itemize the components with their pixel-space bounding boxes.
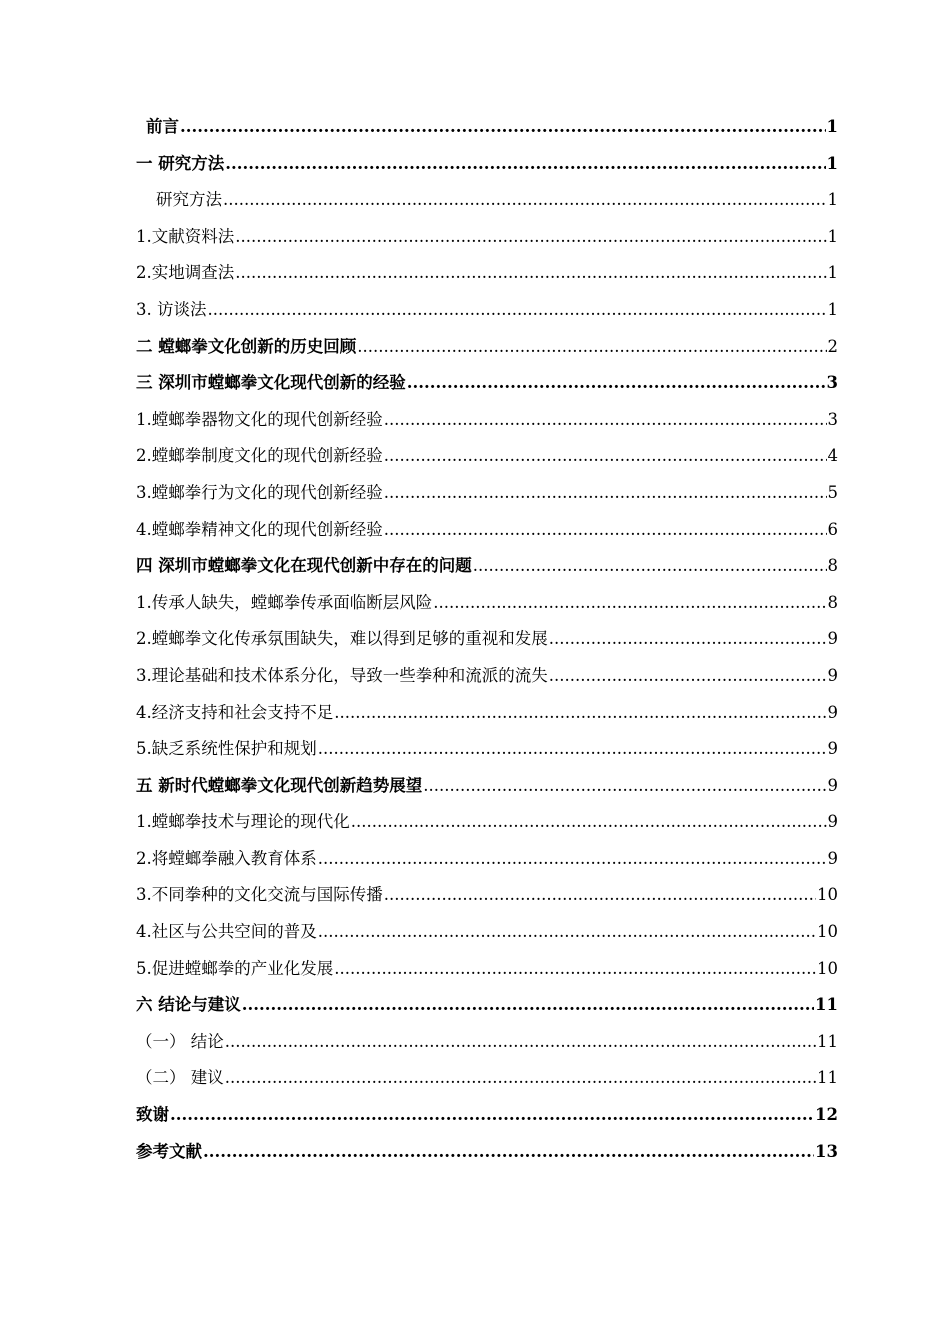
dot-leader <box>351 804 827 841</box>
toc-entry[interactable] <box>136 109 838 146</box>
toc-entry[interactable] <box>136 475 838 512</box>
toc-entry-page: 8 <box>827 592 838 612</box>
dot-leader <box>549 658 827 695</box>
dot-leader <box>170 1097 814 1134</box>
toc-entry-title: 1.螳螂拳技术与理论的现代化 <box>136 812 350 832</box>
toc-entry[interactable] <box>136 1024 838 1061</box>
toc-entry-title: 1.文献资料法 <box>136 226 235 246</box>
toc-entry-page: 3 <box>826 373 838 393</box>
toc-entry-title: 3.螳螂拳行为文化的现代创新经验 <box>136 482 383 502</box>
dot-leader <box>318 841 827 878</box>
toc-entry[interactable] <box>136 695 838 732</box>
dot-leader <box>384 402 827 439</box>
toc-entry-title: 一 研究方法 <box>136 153 225 173</box>
toc-entry-page: 9 <box>827 665 838 685</box>
toc-entry[interactable] <box>136 658 838 695</box>
toc-entry-title: 四 深圳市螳螂拳文化在现代创新中存在的问题 <box>136 556 472 576</box>
dot-leader <box>208 292 827 329</box>
toc-entry-title: 3.理论基础和技术体系分化，导致一些拳种和流派的流失 <box>136 665 548 685</box>
dot-leader <box>357 329 826 366</box>
toc-entry-title: 3.不同拳种的文化交流与国际传播 <box>136 885 383 905</box>
toc-entry[interactable] <box>136 548 838 585</box>
toc-entry[interactable] <box>136 1060 838 1097</box>
toc-entry[interactable] <box>136 1097 838 1134</box>
dot-leader <box>225 1060 816 1097</box>
toc-entry-page: 11 <box>817 1031 838 1051</box>
toc-entry[interactable] <box>136 255 838 292</box>
toc-entry-page: 10 <box>817 922 838 942</box>
toc-entry-title: 4.社区与公共空间的普及 <box>136 922 317 942</box>
toc-entry-page: 2 <box>827 336 838 356</box>
toc-entry-title: 5.缺乏系统性保护和规划 <box>136 739 317 759</box>
toc-entry-title: 2.螳螂拳制度文化的现代创新经验 <box>136 446 383 466</box>
toc-entry[interactable] <box>136 1134 838 1171</box>
dot-leader <box>242 987 814 1024</box>
toc-entry-page: 3 <box>827 409 838 429</box>
dot-leader <box>203 1134 814 1171</box>
toc-entry-title: 4.经济支持和社会支持不足 <box>136 702 334 722</box>
toc-entry[interactable] <box>136 292 838 329</box>
toc-entry[interactable] <box>136 438 838 475</box>
toc-entry-page: 8 <box>827 556 838 576</box>
toc-entry-page: 9 <box>827 848 838 868</box>
toc-entry[interactable] <box>136 585 838 622</box>
toc-entry[interactable] <box>136 731 838 768</box>
toc-entry[interactable] <box>136 329 838 366</box>
toc-entry-title: 1.螳螂拳器物文化的现代创新经验 <box>136 409 383 429</box>
toc-entry-page: 9 <box>827 775 838 795</box>
toc-entry-title: （二） 建议 <box>136 1068 224 1088</box>
toc-entry-page: 5 <box>827 482 838 502</box>
toc-entry[interactable] <box>136 987 838 1024</box>
toc-entry-title: 2.将螳螂拳融入教育体系 <box>136 848 317 868</box>
toc-entry[interactable] <box>136 146 838 183</box>
toc-entry-page: 9 <box>827 812 838 832</box>
dot-leader <box>549 621 827 658</box>
toc-entry-title: 研究方法 <box>156 190 222 210</box>
toc-entry-title: （一） 结论 <box>136 1031 224 1051</box>
dot-leader <box>407 365 826 402</box>
toc-entry-page: 1 <box>827 226 838 246</box>
dot-leader <box>433 585 826 622</box>
toc-entry-title: 1.传承人缺失，螳螂拳传承面临断层风险 <box>136 592 433 612</box>
toc-entry[interactable] <box>136 841 838 878</box>
dot-leader <box>334 951 816 988</box>
toc-entry-page: 1 <box>826 117 838 136</box>
toc-entry-page: 13 <box>815 1141 838 1161</box>
dot-leader <box>384 512 827 549</box>
toc-entry-page: 11 <box>817 1068 838 1088</box>
dot-leader <box>318 914 816 951</box>
toc-entry-title: 2.实地调查法 <box>136 263 235 283</box>
dot-leader <box>473 548 827 585</box>
toc-entry[interactable] <box>136 877 838 914</box>
toc-entry-page: 10 <box>817 958 838 978</box>
toc-entry[interactable] <box>136 804 838 841</box>
dot-leader <box>225 146 825 183</box>
toc-entry[interactable] <box>136 365 838 402</box>
toc-entry[interactable] <box>136 512 838 549</box>
toc-entry-page: 1 <box>827 190 838 210</box>
dot-leader <box>384 475 827 512</box>
dot-leader <box>235 219 826 256</box>
toc-entry-page: 9 <box>827 629 838 649</box>
toc-entry-page: 1 <box>827 299 838 319</box>
toc-entry-page: 12 <box>815 1105 838 1125</box>
dot-leader <box>225 1024 816 1061</box>
toc-entry[interactable] <box>136 951 838 988</box>
toc-entry[interactable] <box>136 182 838 219</box>
dot-leader <box>334 695 826 732</box>
toc-entry[interactable] <box>136 402 838 439</box>
dot-leader <box>384 438 827 475</box>
toc-entry[interactable] <box>136 219 838 256</box>
toc-entry-title: 致谢 <box>136 1105 169 1125</box>
toc-entry[interactable] <box>136 768 838 805</box>
dot-leader <box>235 255 826 292</box>
dot-leader <box>318 731 827 768</box>
dot-leader <box>423 768 826 805</box>
toc-entry-title: 参考文献 <box>136 1141 202 1161</box>
dot-leader <box>384 877 816 914</box>
toc-entry-page: 4 <box>827 446 838 466</box>
toc-entry-page: 11 <box>815 995 838 1015</box>
table-of-contents <box>136 109 838 1170</box>
toc-entry-page: 9 <box>827 702 838 722</box>
toc-entry-title: 3. 访谈法 <box>136 299 207 319</box>
toc-entry-page: 1 <box>827 263 838 283</box>
toc-entry-page: 6 <box>827 519 838 539</box>
toc-entry-title: 前言 <box>146 117 179 136</box>
dot-leader <box>223 182 827 219</box>
toc-entry-title: 4.螳螂拳精神文化的现代创新经验 <box>136 519 383 539</box>
toc-entry[interactable] <box>136 914 838 951</box>
toc-entry-page: 10 <box>817 885 838 905</box>
toc-entry-page: 1 <box>826 153 838 173</box>
toc-entry-title: 三 深圳市螳螂拳文化现代创新的经验 <box>136 373 406 393</box>
toc-entry-title: 二 螳螂拳文化创新的历史回顾 <box>136 336 357 356</box>
toc-entry-title: 2.螳螂拳文化传承氛围缺失，难以得到足够的重视和发展 <box>136 629 548 649</box>
toc-entry-title: 六 结论与建议 <box>136 995 241 1015</box>
toc-entry-page: 9 <box>827 739 838 759</box>
dot-leader <box>180 109 826 146</box>
toc-entry-title: 5.促进螳螂拳的产业化发展 <box>136 958 334 978</box>
toc-entry[interactable] <box>136 621 838 658</box>
toc-entry-title: 五 新时代螳螂拳文化现代创新趋势展望 <box>136 775 423 795</box>
